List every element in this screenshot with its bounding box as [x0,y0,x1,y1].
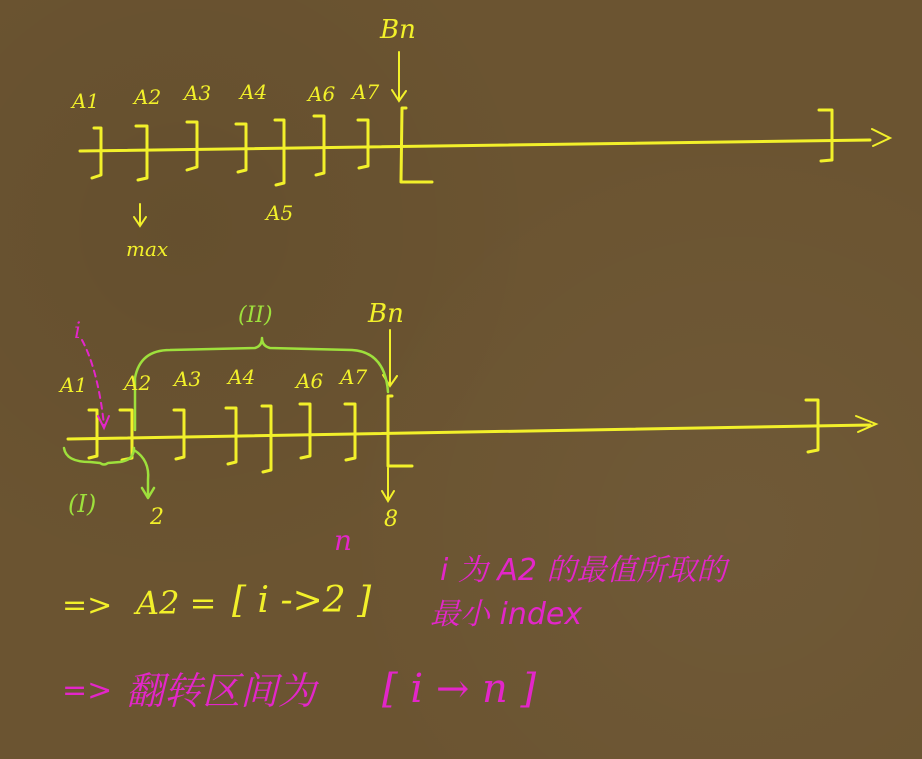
group-two-label: (II) [238,303,273,328]
top-label-a5: A5 [266,201,294,225]
arrow-to-2-shaft [134,450,148,496]
top-label-a1: A1 [72,89,100,113]
top-bracket-a7 [358,120,368,168]
pink-note [430,553,731,632]
top-label-a2: A2 [134,85,162,109]
index-8-label: 8 [384,507,398,532]
bottom-bracket-bn [388,396,412,466]
top-bracket-end [819,110,832,161]
top-bracket-a5 [275,120,284,185]
bottom-bracket-a1 [89,410,97,458]
flip-range: [ i → n ] [382,666,537,712]
bottom-label-a3: A3 [174,367,202,391]
group-one-label: (I) [68,490,97,518]
top-label-a3: A3 [184,81,212,105]
flip-implies-arrow: => [62,673,113,708]
pink-note-line1: i 为 A2 的最值所取的 [440,553,727,588]
bottom-label-a1: A1 [60,373,88,397]
bottom-label-a2: A2 [124,371,152,395]
index-2-label: 2 [150,505,164,530]
bottom-label-a7: A7 [340,365,368,389]
top-axis-arrowhead [872,129,890,146]
top-label-a6: A6 [308,82,336,106]
i-label: i [74,319,82,344]
bottom-bn-label: Bn [368,299,404,329]
bottom-label-a6: A6 [296,369,324,393]
bottom-bracket-a2 [120,410,132,460]
bottom-bracket-a6 [300,404,310,458]
group-one-brace [64,448,134,465]
pink-note-line2: 最小 index [430,597,583,632]
bottom-bracket-a3 [174,410,184,459]
top-number-line [70,15,890,261]
top-label-a7: A7 [352,80,380,104]
top-bracket-a2 [136,126,147,180]
eq-range: [ i ->2 ] [232,580,372,621]
top-bracket-a1 [92,128,101,178]
top-label-a4: A4 [240,80,268,104]
eq-a2: A2 = [136,584,217,622]
top-bracket-a3 [187,122,197,170]
top-bn-label: Bn [380,15,416,45]
bottom-number-line [58,299,876,532]
flip-text: 翻转区间为 [126,669,317,713]
bottom-label-a4: A4 [228,365,256,389]
bottom-bracket-a7 [345,404,355,460]
flip-interval-line [62,666,537,713]
eq-n-superscript: n [334,524,353,557]
top-max-label: max [126,237,169,261]
bottom-bracket-a5 [262,406,271,472]
top-bracket-a6 [314,116,324,175]
bottom-axis-line [68,425,870,439]
equation-line [62,524,372,623]
eq-implies-arrow: => [62,588,113,623]
